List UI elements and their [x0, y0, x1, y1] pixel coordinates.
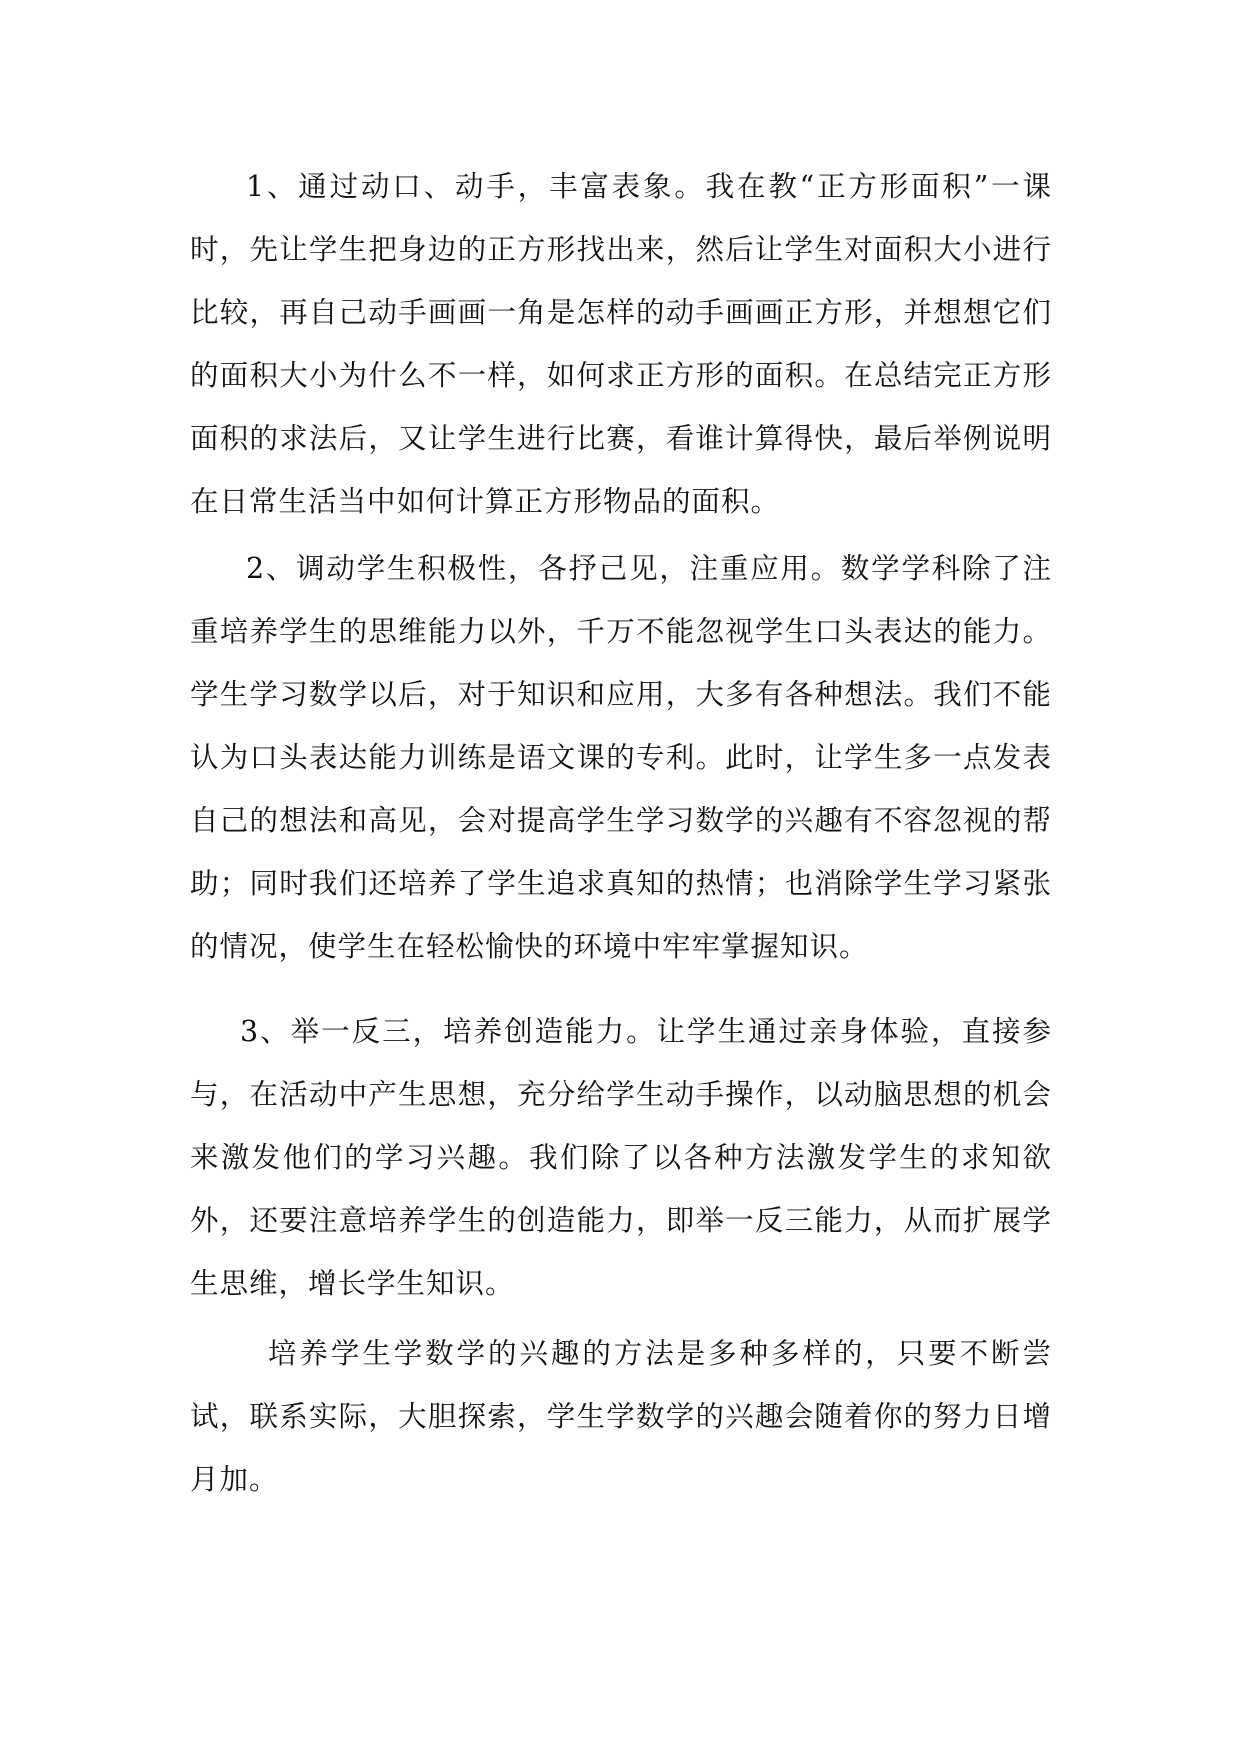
paragraph-3: 3、举一反三，培养创造能力。让学生通过亲身体验，直接参与，在活动中产生思想，充分给学生动手操作，以动脑思想的机会来激发他们的学习兴趣。我们除了以各种方法激发学生的求知欲外，还要注意培养学生的创造能力，即举一反三能力，从而扩展学生思维，增长学生知识。	[190, 1015, 1052, 1300]
paragraph-conclusion: 培养学生学数学的兴趣的方法是多种多样的，只要不断尝试，联系实际，大胆探索，学生学数学的兴趣会随着你的努力日增月加。	[190, 1337, 1052, 1496]
paragraph-2: 2、调动学生积极性，各抒己见，注重应用。数学学科除了注重培养学生的思维能力以外，千万不能忽视学生口头表达的能力。学生学习数学以后，对于知识和应用，大多有各种想法。我们不能认为口头表达能力训练是语文课的专利。此时，让学生多一点发表自己的想法和高见，会对提高学生学习数学的兴趣有不容忽视的帮助；同时我们还培养了学生追求真知的热情；也消除学生学习紧张的情况，使学生在轻松愉快的环境中牢牢掌握知识。	[190, 552, 1052, 963]
paragraph-1: 1、通过动口、动手，丰富表象。我在教“正方形面积”一课时，先让学生把身边的正方形找出来，然后让学生对面积大小进行比较，再自己动手画画一角是怎样的动手画画正方形，并想想它们的面积大小为什么不一样，如何求正方形的面积。在总结完正方形面积的求法后，又让学生进行比赛，看谁计算得快，最后举例说明在日常生活当中如何计算正方形物品的面积。	[190, 170, 1052, 518]
